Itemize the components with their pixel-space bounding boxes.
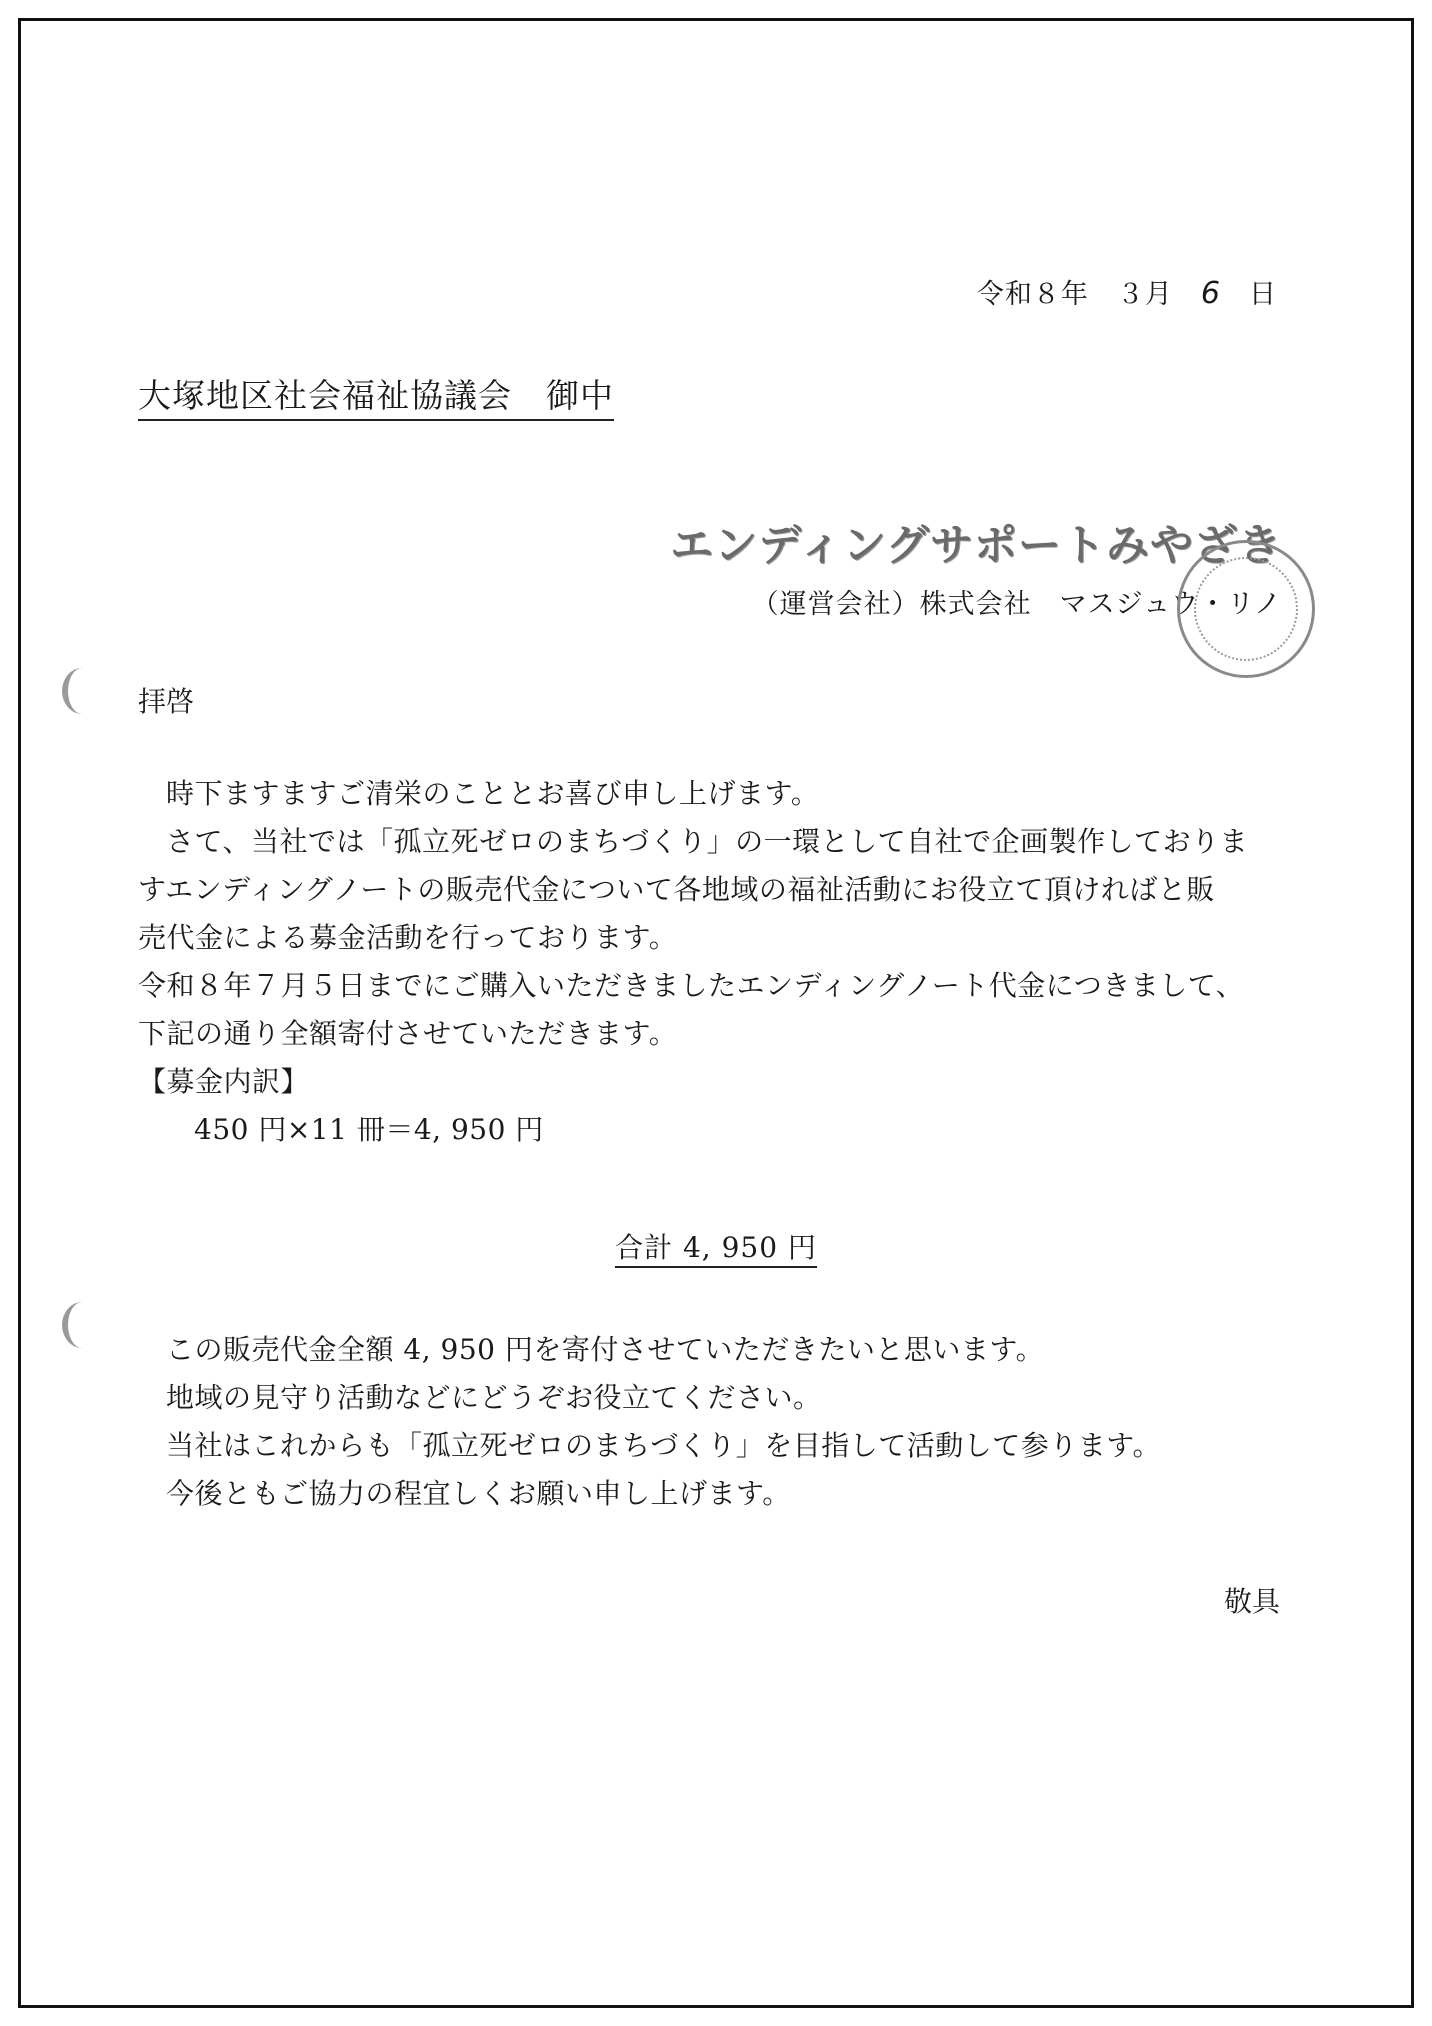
handwritten-day: 6 [1200, 276, 1221, 311]
body-line: 地域の見守り活動などにどうぞお役立てください。 [166, 1381, 822, 1414]
total-amount: 合計 4, 950 円 [0, 1226, 1432, 1266]
body-line: 売代金による募金活動を行っております。 [138, 921, 678, 954]
body-line: すエンディングノートの販売代金について各地域の福祉活動にお役立て頂ければと販 [138, 873, 1215, 906]
body-line: さて、当社では「孤立死ゼロのまちづくり」の一環として自社で企画製作しておりま [166, 825, 1249, 858]
breakdown-line: 450 円×11 冊＝4, 950 円 [194, 1113, 544, 1146]
body-line: この販売代金全額 4, 950 円を寄付させていただきたいと思います。 [166, 1333, 1045, 1366]
closing-remark: 敬具 [1223, 1585, 1280, 1618]
punch-hole-mark [62, 1302, 102, 1348]
sender-company: （運営会社）株式会社 マスジュウ・リノ [751, 589, 1282, 620]
recipient-name: 大塚地区社会福祉協議会 御中 [138, 370, 614, 421]
breakdown-heading: 【募金内訳】 [138, 1065, 310, 1098]
body-line: 今後ともご協力の程宜しくお願い申し上げます。 [166, 1477, 791, 1510]
company-seal-stamp [1177, 540, 1315, 678]
opening-greeting: 拝啓 [138, 685, 195, 718]
body-line: 当社はこれからも「孤立死ゼロのまちづくり」を目指して活動して参ります。 [166, 1429, 1161, 1462]
body-line: 下記の通り全額寄付させていただきます。 [138, 1017, 678, 1050]
letter-body-second [166, 1326, 1161, 1518]
sender-logo: エンディングサポートみやざき [670, 521, 1282, 571]
body-line: 令和８年７月５日までにご購入いただきましたエンディングノート代金につきまして、 [138, 969, 1245, 1002]
punch-hole-mark [62, 668, 102, 714]
body-line: 時下ますますご清栄のこととお喜び申し上げます。 [166, 777, 820, 810]
letter-body [138, 770, 1288, 1154]
letter-date: 令和８年 ３月 6 日 [976, 276, 1277, 311]
